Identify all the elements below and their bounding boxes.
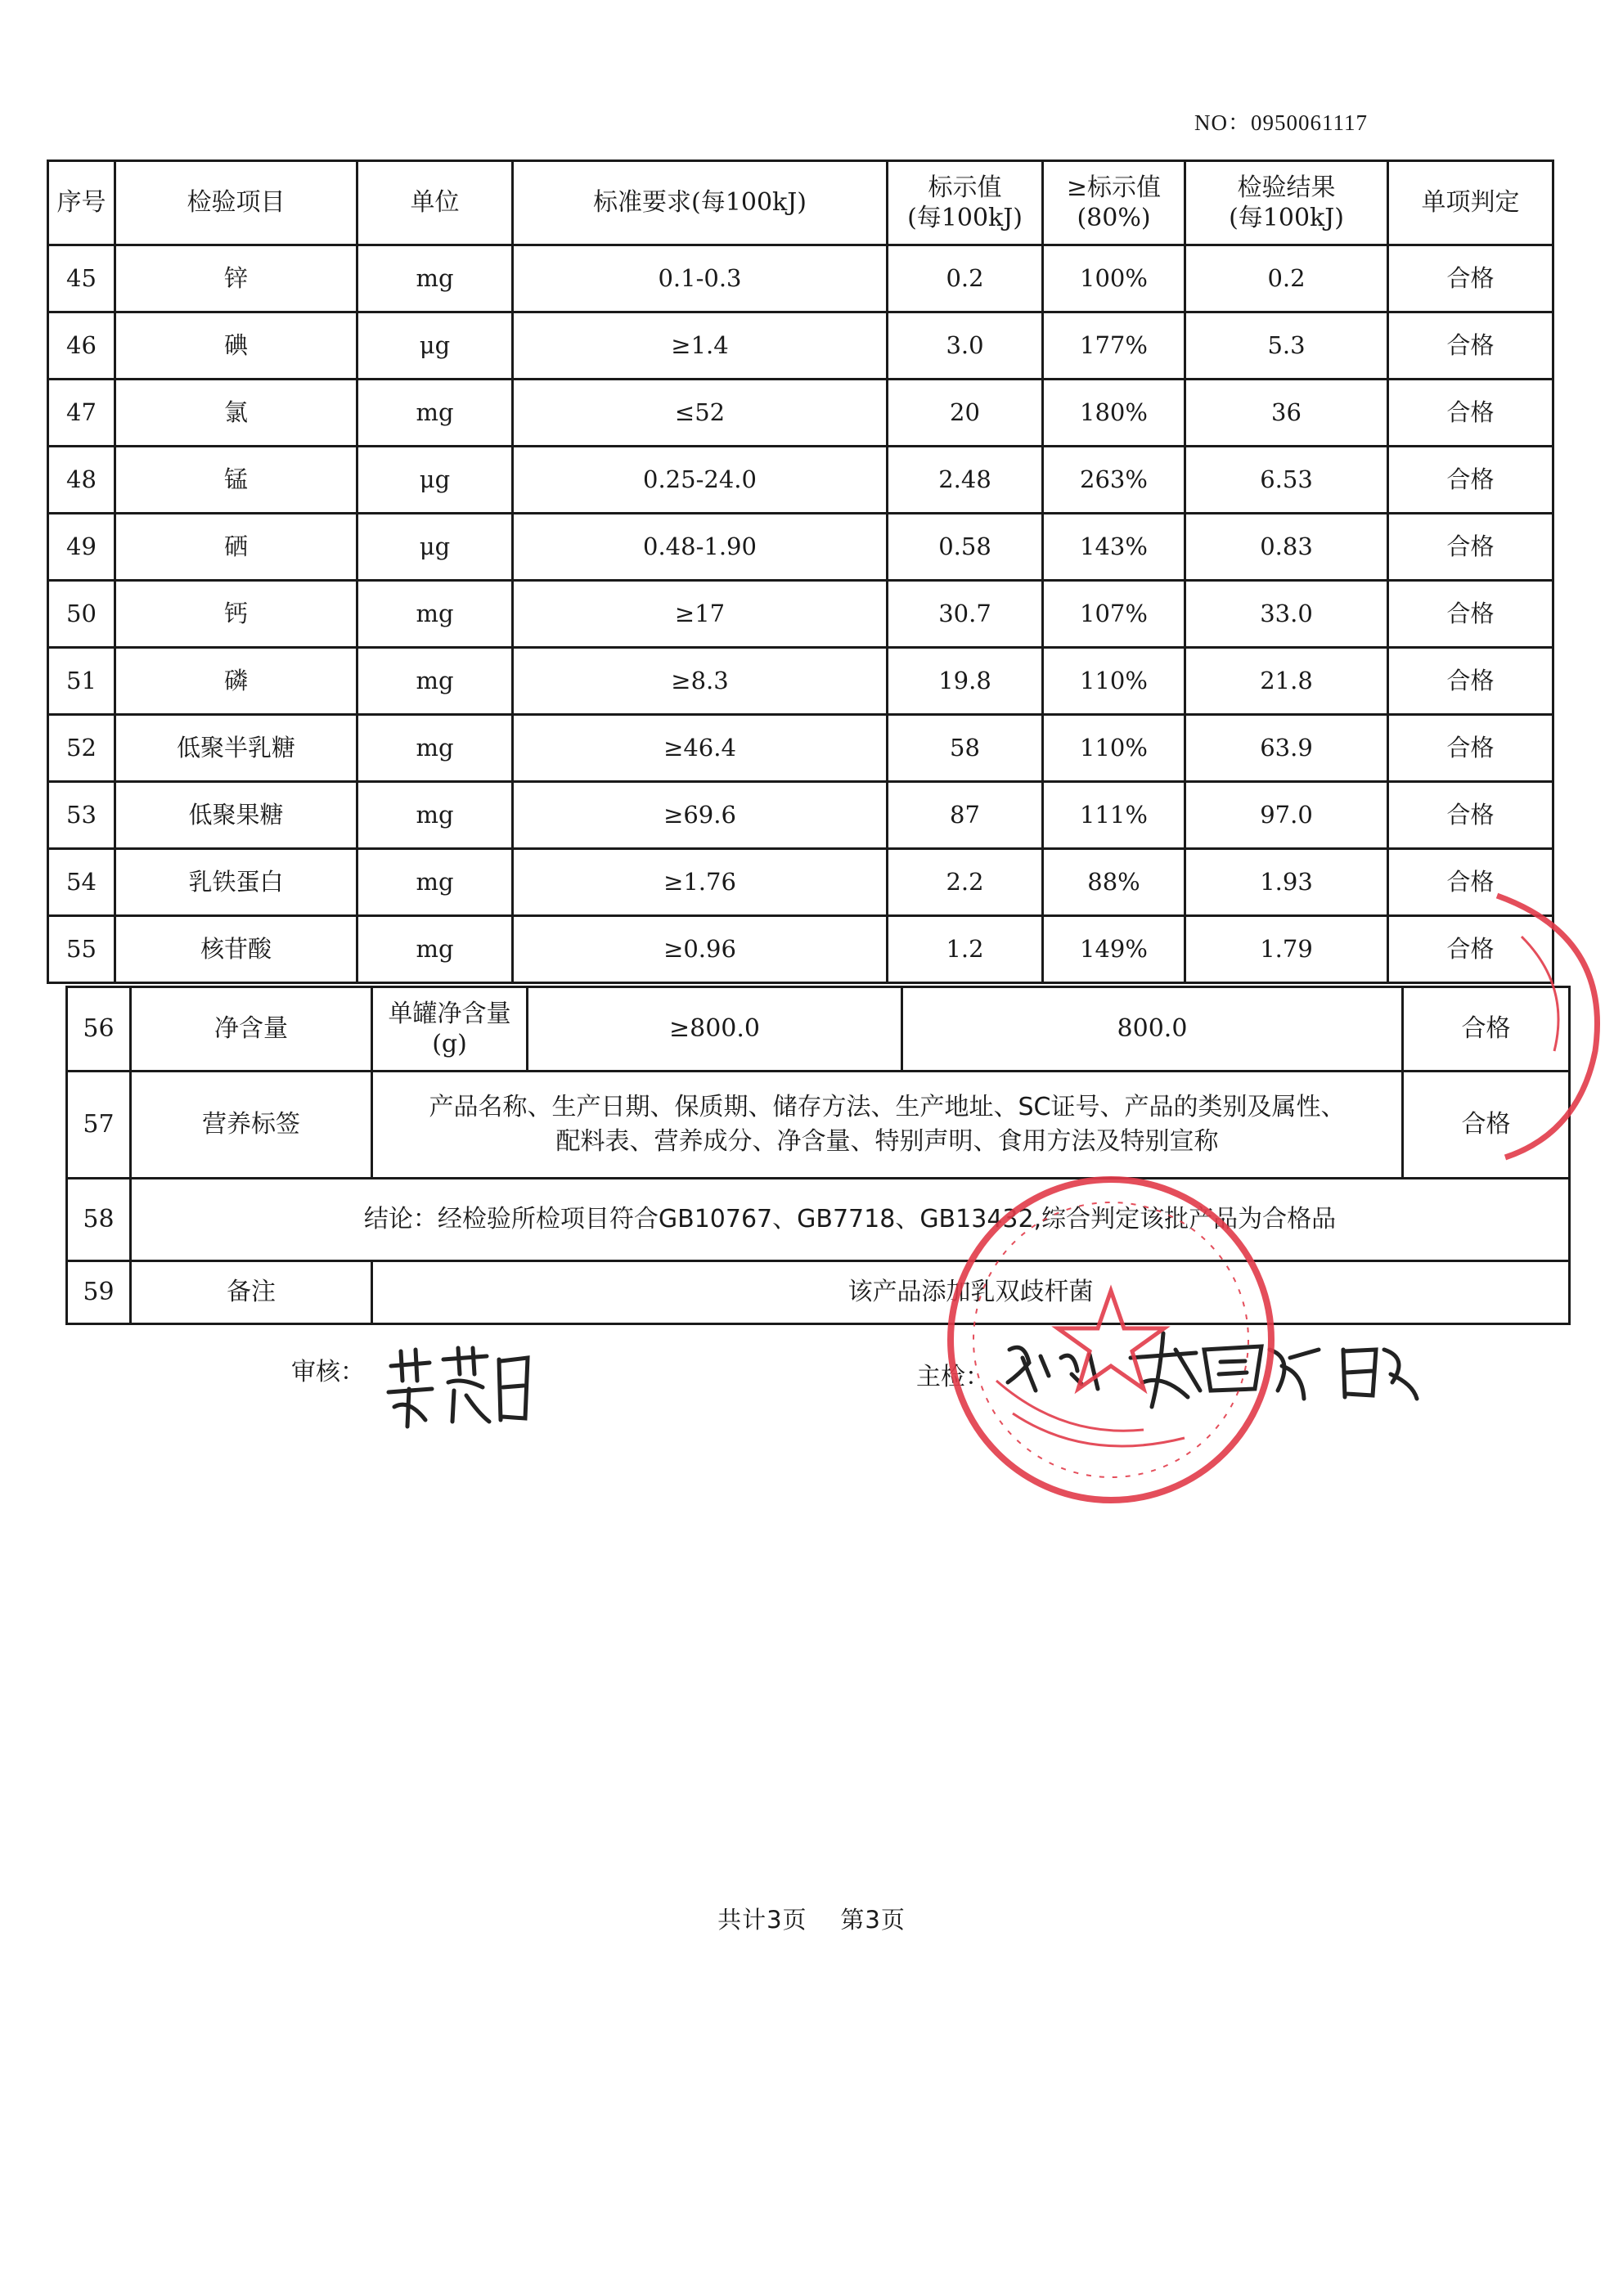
seq-cell: 47	[48, 380, 115, 447]
requirement-cell: ≥8.3	[513, 648, 888, 715]
seq-cell: 54	[48, 849, 115, 916]
result-cell: 6.53	[1185, 447, 1388, 514]
remark-row	[67, 1261, 1570, 1324]
label-value-cell: 1.2	[888, 916, 1043, 983]
official-seal	[939, 1168, 1283, 1512]
net-content-row	[67, 987, 1570, 1072]
requirement-cell: 0.1-0.3	[513, 245, 888, 312]
table-row	[48, 782, 1553, 849]
item-cell: 钙	[115, 581, 357, 648]
unit-cell: mg	[357, 916, 513, 983]
header-judgement: 单项判定	[1388, 161, 1553, 245]
ge-label-cell: 100%	[1043, 245, 1185, 312]
inspector-label: 主检：	[916, 1363, 990, 1391]
header-unit: 单位	[357, 161, 513, 245]
requirement-cell: ≥17	[513, 581, 888, 648]
table-row	[48, 447, 1553, 514]
header-label-value: 标示值 (每100kJ)	[888, 161, 1043, 245]
header-requirement: 标准要求(每100kJ)	[513, 161, 888, 245]
result-cell: 21.8	[1185, 648, 1388, 715]
nutrition-label-row	[67, 1072, 1570, 1179]
requirement-cell: ≥69.6	[513, 782, 888, 849]
table-row	[48, 648, 1553, 715]
label-value-cell: 20	[888, 380, 1043, 447]
judgement-cell: 合格	[1388, 245, 1553, 312]
conclusion-row	[67, 1179, 1570, 1261]
judgement-cell: 合格	[1403, 987, 1570, 1072]
result-cell: 97.0	[1185, 782, 1388, 849]
page-footer: 共计3页 第3页	[717, 1906, 906, 1934]
judgement-cell: 合格	[1388, 514, 1553, 581]
label-value-cell: 0.58	[888, 514, 1043, 581]
item-cell: 氯	[115, 380, 357, 447]
item-cell: 碘	[115, 312, 357, 380]
label-value-cell: 3.0	[888, 312, 1043, 380]
item-cell: 核苷酸	[115, 916, 357, 983]
judgement-cell: 合格	[1388, 581, 1553, 648]
table-row	[48, 245, 1553, 312]
result-cell: 33.0	[1185, 581, 1388, 648]
header-item: 检验项目	[115, 161, 357, 245]
partial-seal-right	[1472, 887, 1623, 1166]
seq-cell: 57	[67, 1072, 131, 1179]
item-cell: 营养标签	[131, 1072, 372, 1179]
ge-label-cell: 111%	[1043, 782, 1185, 849]
table-row	[48, 514, 1553, 581]
requirement-cell: ≥0.96	[513, 916, 888, 983]
ge-label-cell: 88%	[1043, 849, 1185, 916]
result-cell: 0.83	[1185, 514, 1388, 581]
conclusion-text: 结论：经检验所检项目符合GB10767、GB7718、GB13432,综合判定该批产品为合格品	[131, 1179, 1570, 1261]
seq-cell: 59	[67, 1261, 131, 1324]
requirement-cell: ≥1.4	[513, 312, 888, 380]
remark-text: 该产品添加乳双歧杆菌	[372, 1261, 1570, 1324]
item-cell: 锰	[115, 447, 357, 514]
header-result: 检验结果 (每100kJ)	[1185, 161, 1388, 245]
header-seq: 序号	[48, 161, 115, 245]
requirement-cell: 0.25-24.0	[513, 447, 888, 514]
seq-cell: 48	[48, 447, 115, 514]
unit-cell: mg	[357, 648, 513, 715]
seq-cell: 45	[48, 245, 115, 312]
ge-label-cell: 180%	[1043, 380, 1185, 447]
remark-label: 备注	[131, 1261, 372, 1324]
table-row	[48, 715, 1553, 782]
requirement-cell: 0.48-1.90	[513, 514, 888, 581]
judgement-cell: 合格	[1388, 849, 1553, 916]
seq-cell: 52	[48, 715, 115, 782]
judgement-cell: 合格	[1388, 782, 1553, 849]
result-cell: 0.2	[1185, 245, 1388, 312]
seq-cell: 50	[48, 581, 115, 648]
table-row	[48, 849, 1553, 916]
result-cell: 1.93	[1185, 849, 1388, 916]
reviewer-label: 审核：	[291, 1358, 365, 1386]
unit-cell: μg	[357, 447, 513, 514]
table-body	[48, 245, 1553, 983]
judgement-cell: 合格	[1388, 648, 1553, 715]
requirement-cell: ≥1.76	[513, 849, 888, 916]
judgement-cell: 合格	[1388, 312, 1553, 380]
item-cell: 锌	[115, 245, 357, 312]
result-cell: 36	[1185, 380, 1388, 447]
unit-cell: mg	[357, 782, 513, 849]
result-cell: 5.3	[1185, 312, 1388, 380]
label-value-cell: 58	[888, 715, 1043, 782]
unit-cell: mg	[357, 581, 513, 648]
seq-cell: 56	[67, 987, 131, 1072]
unit-cell: mg	[357, 715, 513, 782]
table-header-row	[48, 161, 1553, 245]
requirement-cell: ≥46.4	[513, 715, 888, 782]
ge-label-cell: 110%	[1043, 648, 1185, 715]
table-row	[48, 380, 1553, 447]
label-value-cell: 0.2	[888, 245, 1043, 312]
label-value-cell: 30.7	[888, 581, 1043, 648]
table-row	[48, 916, 1553, 983]
seq-cell: 49	[48, 514, 115, 581]
requirement-cell: ≤52	[513, 380, 888, 447]
judgement-cell: 合格	[1403, 1072, 1570, 1179]
seq-cell: 51	[48, 648, 115, 715]
result-cell: 63.9	[1185, 715, 1388, 782]
item-cell: 净含量	[131, 987, 372, 1072]
ge-label-cell: 149%	[1043, 916, 1185, 983]
unit-cell: μg	[357, 312, 513, 380]
judgement-cell: 合格	[1388, 715, 1553, 782]
summary-table	[65, 986, 1571, 1325]
label-value-cell: 19.8	[888, 648, 1043, 715]
seq-cell: 53	[48, 782, 115, 849]
item-cell: 低聚半乳糖	[115, 715, 357, 782]
seq-cell: 58	[67, 1179, 131, 1261]
ge-label-cell: 143%	[1043, 514, 1185, 581]
item-cell: 磷	[115, 648, 357, 715]
ge-label-cell: 263%	[1043, 447, 1185, 514]
unit-cell: mg	[357, 380, 513, 447]
unit-cell: mg	[357, 849, 513, 916]
result-cell: 1.79	[1185, 916, 1388, 983]
item-cell: 乳铁蛋白	[115, 849, 357, 916]
table-row	[48, 312, 1553, 380]
ge-label-cell: 110%	[1043, 715, 1185, 782]
unit-cell: 单罐净含量 (g)	[372, 987, 528, 1072]
nutrition-label-content: 产品名称、生产日期、保质期、储存方法、生产地址、SC证号、产品的类别及属性、 配料表、营养成分、净含量、特别声明、食用方法及特别宣称	[372, 1072, 1403, 1179]
label-value-cell: 2.48	[888, 447, 1043, 514]
ge-label-cell: 177%	[1043, 312, 1185, 380]
item-cell: 硒	[115, 514, 357, 581]
result-cell: 800.0	[902, 987, 1403, 1072]
seq-cell: 55	[48, 916, 115, 983]
report-number: NO：0950061117	[1194, 110, 1368, 135]
judgement-cell: 合格	[1388, 380, 1553, 447]
inspection-table	[47, 160, 1554, 984]
label-value-cell: 2.2	[888, 849, 1043, 916]
requirement-cell: ≥800.0	[528, 987, 902, 1072]
seq-cell: 46	[48, 312, 115, 380]
item-cell: 低聚果糖	[115, 782, 357, 849]
reviewer-signature	[384, 1341, 540, 1431]
table-row	[48, 581, 1553, 648]
header-ge-label: ≥标示值 (80%)	[1043, 161, 1185, 245]
judgement-cell: 合格	[1388, 916, 1553, 983]
ge-label-cell: 107%	[1043, 581, 1185, 648]
unit-cell: mg	[357, 245, 513, 312]
unit-cell: μg	[357, 514, 513, 581]
label-value-cell: 87	[888, 782, 1043, 849]
judgement-cell: 合格	[1388, 447, 1553, 514]
